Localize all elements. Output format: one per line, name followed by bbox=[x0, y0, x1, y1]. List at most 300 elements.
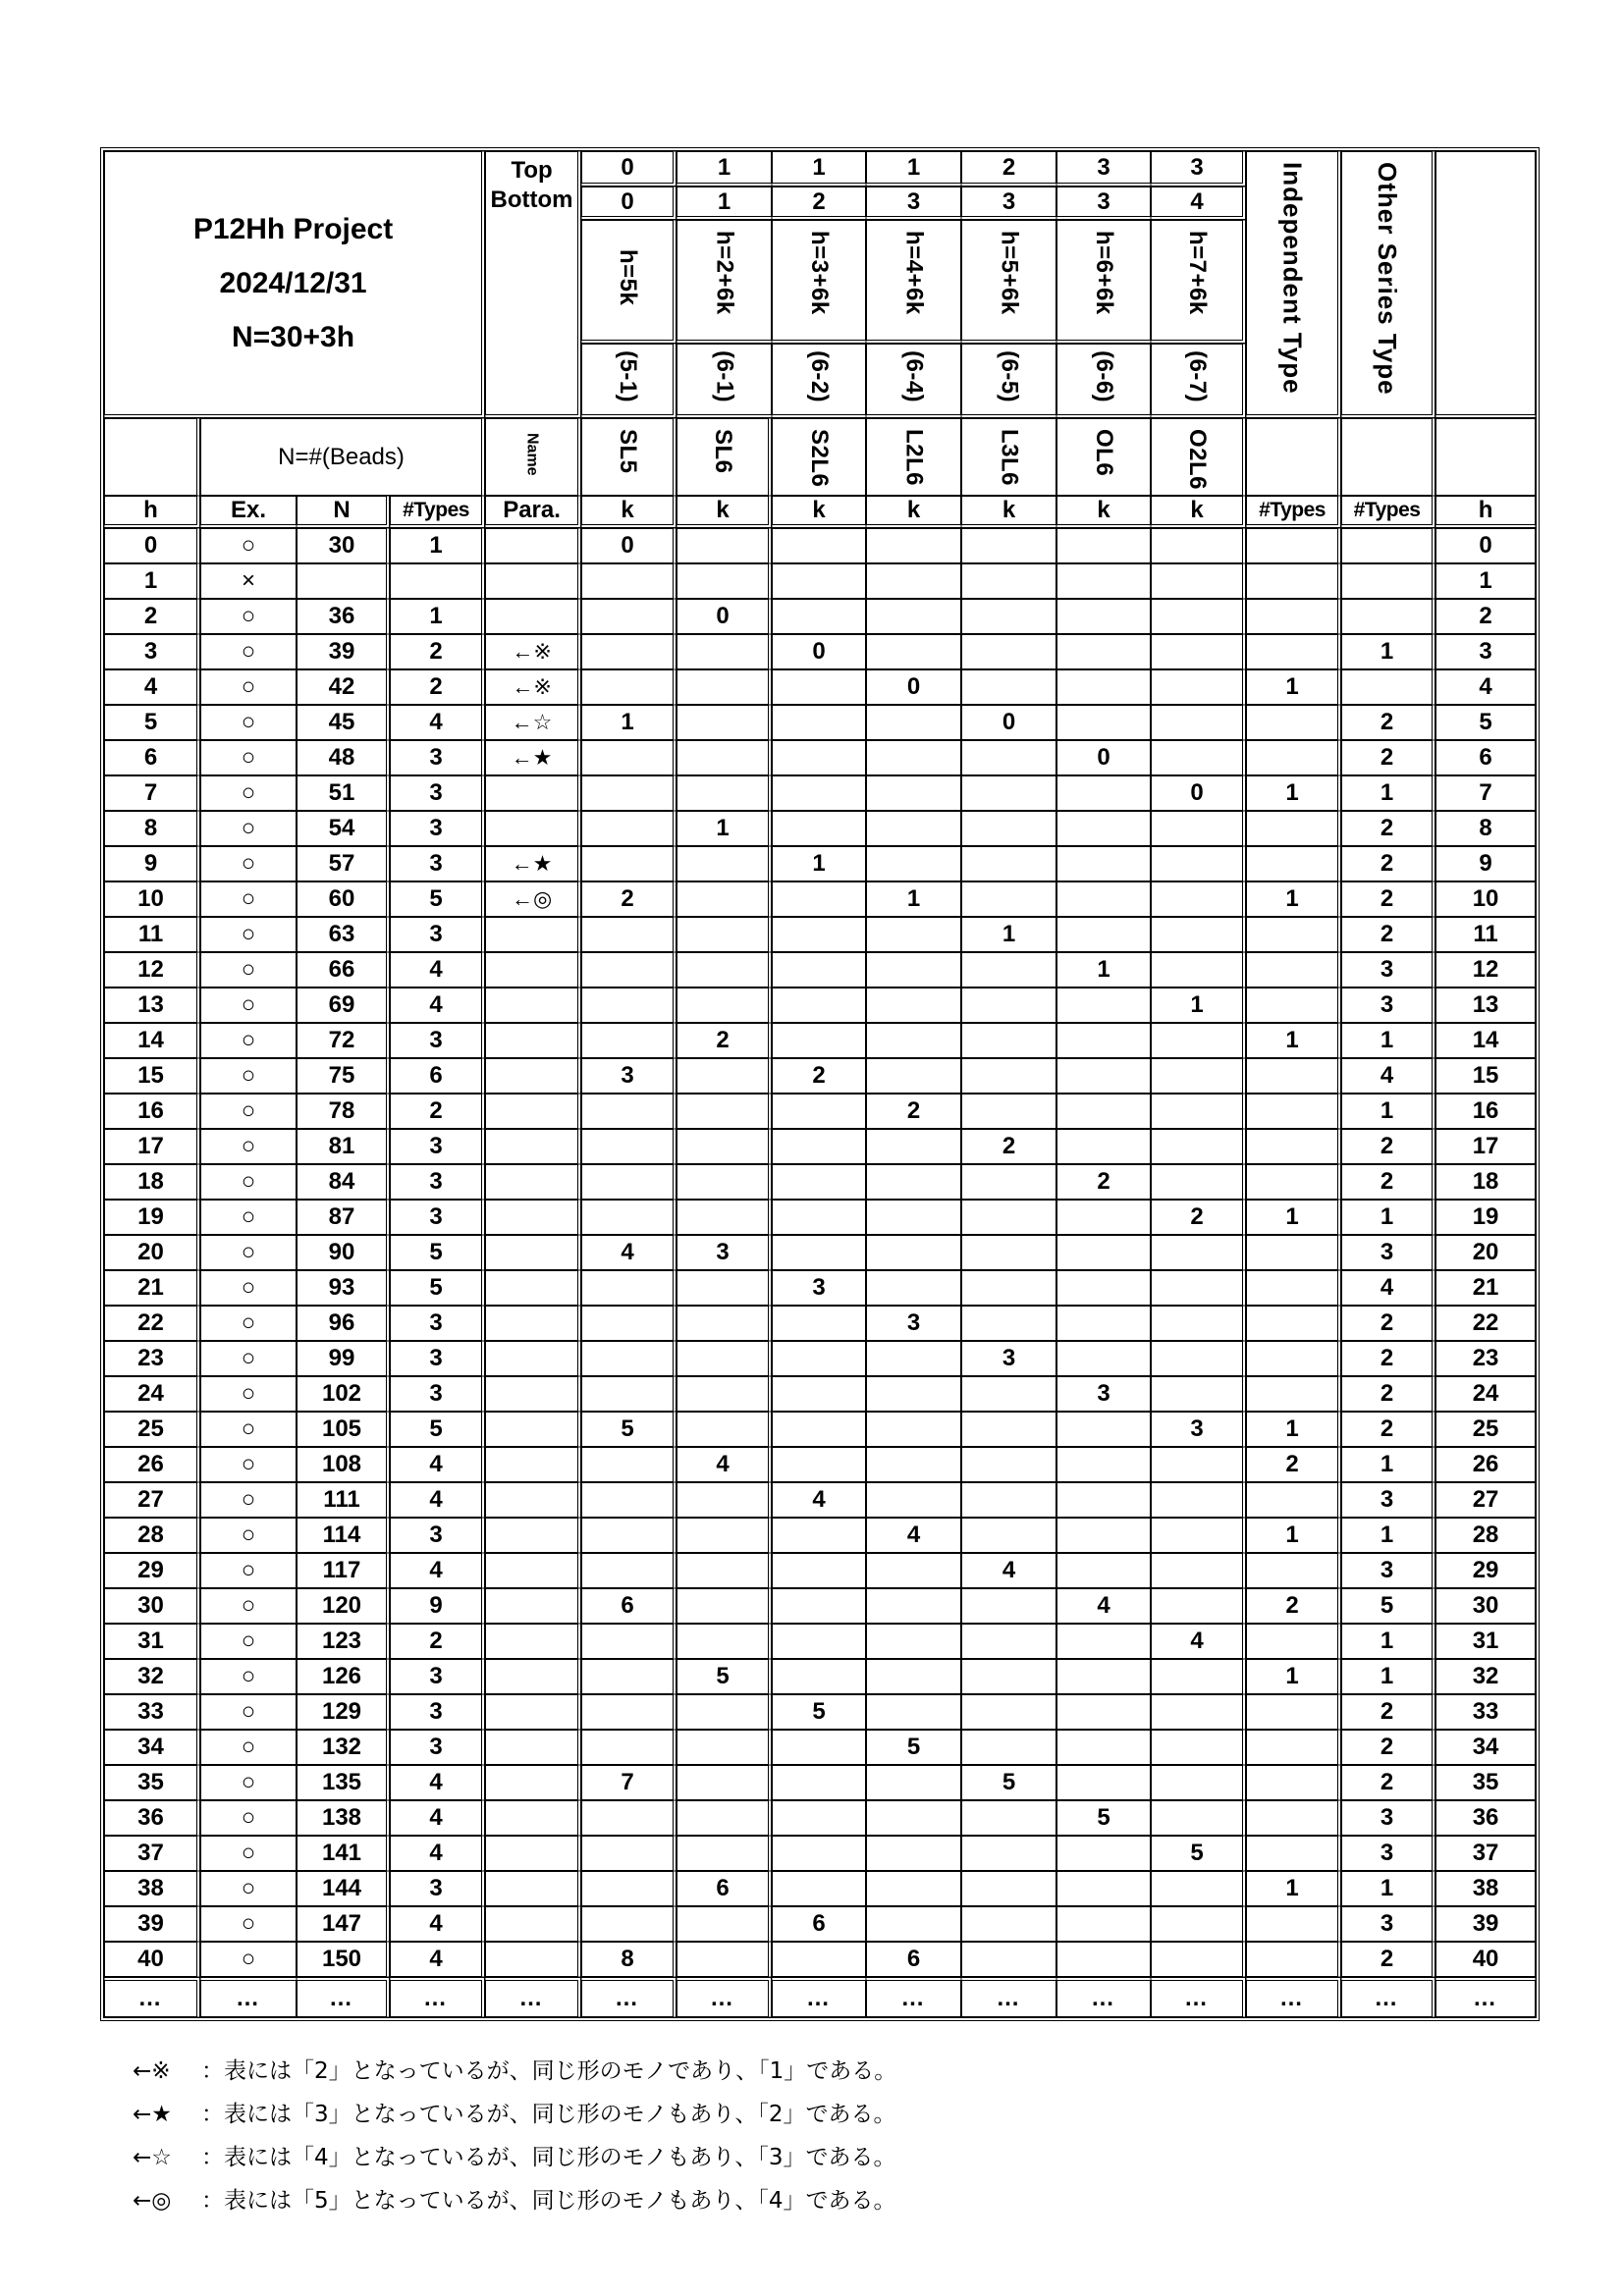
title-block bbox=[104, 151, 485, 418]
cell-k-sl6 bbox=[677, 988, 772, 1023]
cell-k-l2l6 bbox=[866, 1588, 961, 1624]
cell-k-o2l6 bbox=[1151, 1341, 1246, 1376]
cell-n: 39 bbox=[297, 634, 390, 669]
cell-k-sl5 bbox=[581, 1836, 677, 1871]
cell-k-sl6 bbox=[677, 1058, 772, 1094]
series-formula-2 bbox=[772, 220, 866, 344]
cell-para bbox=[485, 528, 581, 563]
cell-ex: ○ bbox=[200, 1588, 297, 1624]
cell-k-o2l6 bbox=[1151, 669, 1246, 705]
table-row bbox=[104, 846, 1536, 881]
cell-other-types bbox=[1341, 563, 1435, 599]
cell-h-right: 27 bbox=[1435, 1482, 1536, 1518]
cell-indep-types bbox=[1246, 1730, 1341, 1765]
ellipsis-cell: … bbox=[485, 1977, 581, 2017]
cell-indep-types bbox=[1246, 1376, 1341, 1412]
series-name-3 bbox=[866, 418, 961, 496]
cell-k-l2l6 bbox=[866, 1659, 961, 1694]
cell-h: 36 bbox=[104, 1800, 200, 1836]
cell-k-o2l6 bbox=[1151, 1164, 1246, 1200]
cell-k-sl6 bbox=[677, 1906, 772, 1942]
cell-k-ol6 bbox=[1056, 1553, 1151, 1588]
series-bottom-2: 2 bbox=[772, 187, 866, 220]
cell-k-o2l6 bbox=[1151, 1482, 1246, 1518]
cell-types: 3 bbox=[390, 1376, 485, 1412]
cell-k-sl5 bbox=[581, 1306, 677, 1341]
cell-k-ol6 bbox=[1056, 705, 1151, 740]
cell-h-right: 39 bbox=[1435, 1906, 1536, 1942]
cell-k-sl6 bbox=[677, 1624, 772, 1659]
cell-h-right: 22 bbox=[1435, 1306, 1536, 1341]
cell-h: 39 bbox=[104, 1906, 200, 1942]
project-title: P12Hh Project bbox=[192, 213, 394, 245]
table-row bbox=[104, 1624, 1536, 1659]
cell-k-s2l6 bbox=[772, 669, 866, 705]
cell-ex: ○ bbox=[200, 1341, 297, 1376]
cell-k-l3l6 bbox=[961, 634, 1056, 669]
cell-k-ol6 bbox=[1056, 1482, 1151, 1518]
table-row bbox=[104, 1200, 1536, 1235]
cell-types: 1 bbox=[390, 599, 485, 634]
cell-k-sl5 bbox=[581, 599, 677, 634]
cell-n: 42 bbox=[297, 669, 390, 705]
cell-h-right: 7 bbox=[1435, 775, 1536, 811]
cell-h-right: 11 bbox=[1435, 917, 1536, 952]
cell-k-sl6 bbox=[677, 881, 772, 917]
cell-types: 4 bbox=[390, 952, 485, 988]
cell-para bbox=[485, 1906, 581, 1942]
cell-k-o2l6 bbox=[1151, 1447, 1246, 1482]
series-code-text: (5-1) bbox=[615, 350, 642, 403]
cell-k-o2l6 bbox=[1151, 634, 1246, 669]
cell-k-l2l6 bbox=[866, 1836, 961, 1871]
cell-k-o2l6 bbox=[1151, 528, 1246, 563]
cell-ex: ○ bbox=[200, 1871, 297, 1906]
cell-para bbox=[485, 1058, 581, 1094]
cell-types: 3 bbox=[390, 1341, 485, 1376]
cell-para: ←☆ bbox=[485, 705, 581, 740]
cell-k-sl6 bbox=[677, 740, 772, 775]
table-row bbox=[104, 1730, 1536, 1765]
cell-other-types: 2 bbox=[1341, 1942, 1435, 1977]
cell-k-sl5: 5 bbox=[581, 1412, 677, 1447]
cell-h-right: 33 bbox=[1435, 1694, 1536, 1730]
footnote-text: ：表には「3」となっているが、同じ形のモノもあり、「2」である。 bbox=[201, 2102, 896, 2127]
cell-indep-types bbox=[1246, 1270, 1341, 1306]
cell-k-s2l6 bbox=[772, 881, 866, 917]
series-bottom-5: 3 bbox=[1056, 187, 1151, 220]
cell-types: 3 bbox=[390, 1694, 485, 1730]
cell-k-l3l6 bbox=[961, 1023, 1056, 1058]
cell-k-l2l6 bbox=[866, 775, 961, 811]
footnote bbox=[133, 2136, 896, 2179]
cell-k-l2l6 bbox=[866, 811, 961, 846]
cell-k-sl5 bbox=[581, 917, 677, 952]
cell-h: 32 bbox=[104, 1659, 200, 1694]
cell-k-l2l6 bbox=[866, 917, 961, 952]
cell-para: ←★ bbox=[485, 846, 581, 881]
cell-k-l3l6 bbox=[961, 1376, 1056, 1412]
cell-other-types: 3 bbox=[1341, 1800, 1435, 1836]
cell-para bbox=[485, 1164, 581, 1200]
cell-n: 141 bbox=[297, 1836, 390, 1871]
cell-k-s2l6 bbox=[772, 740, 866, 775]
table-row bbox=[104, 917, 1536, 952]
cell-k-sl5 bbox=[581, 1094, 677, 1129]
cell-h-right: 16 bbox=[1435, 1094, 1536, 1129]
ellipsis-cell: … bbox=[390, 1977, 485, 2017]
col-indep-types: #Types bbox=[1246, 496, 1341, 528]
cell-other-types: 5 bbox=[1341, 1588, 1435, 1624]
name-label-cell bbox=[485, 418, 581, 496]
cell-other-types: 2 bbox=[1341, 917, 1435, 952]
cell-k-ol6: 3 bbox=[1056, 1376, 1151, 1412]
cell-k-l2l6 bbox=[866, 599, 961, 634]
series-name-6 bbox=[1151, 418, 1246, 496]
cell-types: 5 bbox=[390, 1270, 485, 1306]
cell-types: 3 bbox=[390, 846, 485, 881]
cell-k-sl6 bbox=[677, 1306, 772, 1341]
bottom-label: Bottom bbox=[490, 187, 573, 213]
cell-other-types: 2 bbox=[1341, 1341, 1435, 1376]
cell-n: 99 bbox=[297, 1341, 390, 1376]
cell-ex: ○ bbox=[200, 1836, 297, 1871]
series-bottom-4: 3 bbox=[961, 187, 1056, 220]
cell-h: 38 bbox=[104, 1871, 200, 1906]
cell-n: 57 bbox=[297, 846, 390, 881]
cell-k-ol6 bbox=[1056, 775, 1151, 811]
cell-ex: ○ bbox=[200, 988, 297, 1023]
cell-k-sl5 bbox=[581, 988, 677, 1023]
cell-indep-types: 1 bbox=[1246, 775, 1341, 811]
cell-k-l2l6 bbox=[866, 988, 961, 1023]
cell-ex: ○ bbox=[200, 1058, 297, 1094]
cell-k-l2l6 bbox=[866, 1871, 961, 1906]
cell-k-s2l6 bbox=[772, 1023, 866, 1058]
cell-k-sl6 bbox=[677, 952, 772, 988]
cell-k-s2l6 bbox=[772, 705, 866, 740]
cell-k-ol6 bbox=[1056, 1306, 1151, 1341]
cell-types: 4 bbox=[390, 1906, 485, 1942]
cell-other-types: 2 bbox=[1341, 1164, 1435, 1200]
cell-para: ←★ bbox=[485, 740, 581, 775]
cell-types: 3 bbox=[390, 740, 485, 775]
cell-types: 3 bbox=[390, 1200, 485, 1235]
cell-k-sl5 bbox=[581, 1871, 677, 1906]
cell-indep-types bbox=[1246, 846, 1341, 881]
cell-types: 3 bbox=[390, 1023, 485, 1058]
cell-k-l2l6 bbox=[866, 1624, 961, 1659]
cell-k-sl6 bbox=[677, 634, 772, 669]
cell-types: 9 bbox=[390, 1588, 485, 1624]
table-row bbox=[104, 811, 1536, 846]
cell-para bbox=[485, 1200, 581, 1235]
cell-k-sl5: 2 bbox=[581, 881, 677, 917]
cell-other-types: 2 bbox=[1341, 881, 1435, 917]
h-right-header-blank bbox=[1435, 151, 1536, 418]
cell-h: 14 bbox=[104, 1023, 200, 1058]
table-row bbox=[104, 775, 1536, 811]
cell-indep-types bbox=[1246, 1058, 1341, 1094]
cell-ex: ○ bbox=[200, 1023, 297, 1058]
cell-ex: ○ bbox=[200, 1306, 297, 1341]
cell-h: 30 bbox=[104, 1588, 200, 1624]
cell-ex: × bbox=[200, 563, 297, 599]
cell-k-s2l6 bbox=[772, 1553, 866, 1588]
cell-k-sl6 bbox=[677, 669, 772, 705]
cell-k-l2l6 bbox=[866, 1235, 961, 1270]
cell-ex: ○ bbox=[200, 1624, 297, 1659]
cell-n: 96 bbox=[297, 1306, 390, 1341]
cell-h-right: 38 bbox=[1435, 1871, 1536, 1906]
cell-h: 11 bbox=[104, 917, 200, 952]
cell-other-types: 1 bbox=[1341, 1023, 1435, 1058]
cell-k-o2l6 bbox=[1151, 952, 1246, 988]
table-row bbox=[104, 1906, 1536, 1942]
col-k-4: k bbox=[961, 496, 1056, 528]
cell-h: 7 bbox=[104, 775, 200, 811]
cell-k-ol6 bbox=[1056, 1518, 1151, 1553]
cell-k-o2l6 bbox=[1151, 1553, 1246, 1588]
cell-k-ol6: 1 bbox=[1056, 952, 1151, 988]
cell-h: 22 bbox=[104, 1306, 200, 1341]
cell-k-o2l6 bbox=[1151, 705, 1246, 740]
series-code-5 bbox=[1056, 344, 1151, 418]
cell-h: 37 bbox=[104, 1836, 200, 1871]
cell-para bbox=[485, 1942, 581, 1977]
cell-k-sl5 bbox=[581, 1129, 677, 1164]
cell-ex: ○ bbox=[200, 1376, 297, 1412]
cell-h: 23 bbox=[104, 1341, 200, 1376]
cell-h: 19 bbox=[104, 1200, 200, 1235]
cell-h-right: 4 bbox=[1435, 669, 1536, 705]
cell-indep-types bbox=[1246, 1129, 1341, 1164]
col-h: h bbox=[104, 496, 200, 528]
cell-k-l2l6 bbox=[866, 1164, 961, 1200]
header-row-top bbox=[104, 151, 1536, 187]
cell-k-ol6 bbox=[1056, 563, 1151, 599]
cell-k-l3l6 bbox=[961, 881, 1056, 917]
cell-k-sl5 bbox=[581, 740, 677, 775]
cell-k-l3l6 bbox=[961, 846, 1056, 881]
cell-indep-types bbox=[1246, 599, 1341, 634]
cell-other-types: 1 bbox=[1341, 1094, 1435, 1129]
cell-n: 36 bbox=[297, 599, 390, 634]
cell-k-s2l6: 4 bbox=[772, 1482, 866, 1518]
cell-k-sl5 bbox=[581, 1906, 677, 1942]
cell-k-ol6 bbox=[1056, 1871, 1151, 1906]
cell-other-types bbox=[1341, 669, 1435, 705]
cell-h-right: 19 bbox=[1435, 1200, 1536, 1235]
cell-k-s2l6 bbox=[772, 811, 866, 846]
col-ex: Ex. bbox=[200, 496, 297, 528]
cell-types: 4 bbox=[390, 1800, 485, 1836]
cell-indep-types bbox=[1246, 705, 1341, 740]
footnote-text: ：表には「4」となっているが、同じ形のモノもあり、「3」である。 bbox=[201, 2145, 896, 2170]
project-date: 2024/12/31 bbox=[219, 267, 367, 299]
name-label: Name bbox=[523, 433, 541, 476]
cell-k-l2l6 bbox=[866, 1058, 961, 1094]
cell-k-sl5 bbox=[581, 1447, 677, 1482]
series-name-text: O2L6 bbox=[1184, 429, 1212, 491]
cell-h-right: 35 bbox=[1435, 1765, 1536, 1800]
cell-k-sl6 bbox=[677, 1518, 772, 1553]
cell-indep-types bbox=[1246, 1482, 1341, 1518]
cell-k-l3l6: 3 bbox=[961, 1341, 1056, 1376]
col-h-right: h bbox=[1435, 496, 1536, 528]
cell-k-s2l6 bbox=[772, 1765, 866, 1800]
cell-k-l3l6 bbox=[961, 1906, 1056, 1942]
cell-para bbox=[485, 1447, 581, 1482]
cell-n: 48 bbox=[297, 740, 390, 775]
cell-k-l3l6 bbox=[961, 1659, 1056, 1694]
cell-other-types: 1 bbox=[1341, 775, 1435, 811]
cell-k-s2l6 bbox=[772, 1200, 866, 1235]
cell-k-sl5 bbox=[581, 1482, 677, 1518]
cell-k-l3l6 bbox=[961, 1412, 1056, 1447]
cell-para bbox=[485, 1306, 581, 1341]
cell-n: 84 bbox=[297, 1164, 390, 1200]
footnote-text: ：表には「2」となっているが、同じ形のモノであり、「1」である。 bbox=[201, 2058, 897, 2084]
cell-h-right: 32 bbox=[1435, 1659, 1536, 1694]
cell-k-sl6 bbox=[677, 705, 772, 740]
cell-k-sl6 bbox=[677, 1200, 772, 1235]
series-code-2 bbox=[772, 344, 866, 418]
footnote bbox=[133, 2050, 896, 2093]
cell-k-ol6 bbox=[1056, 1942, 1151, 1977]
cell-k-sl5 bbox=[581, 1341, 677, 1376]
cell-para bbox=[485, 952, 581, 988]
cell-indep-types bbox=[1246, 1164, 1341, 1200]
series-formula-0 bbox=[581, 220, 677, 344]
cell-other-types: 2 bbox=[1341, 1412, 1435, 1447]
series-name-text: OL6 bbox=[1091, 429, 1118, 477]
cell-k-l3l6 bbox=[961, 1871, 1056, 1906]
cell-k-s2l6 bbox=[772, 1518, 866, 1553]
cell-types: 4 bbox=[390, 1765, 485, 1800]
series-top-6: 3 bbox=[1151, 151, 1246, 187]
cell-k-o2l6 bbox=[1151, 1800, 1246, 1836]
cell-other-types: 2 bbox=[1341, 740, 1435, 775]
ellipsis-cell: … bbox=[866, 1977, 961, 2017]
cell-other-types: 1 bbox=[1341, 634, 1435, 669]
cell-ex: ○ bbox=[200, 1730, 297, 1765]
cell-ex: ○ bbox=[200, 1412, 297, 1447]
cell-other-types: 4 bbox=[1341, 1058, 1435, 1094]
cell-n: 93 bbox=[297, 1270, 390, 1306]
cell-indep-types: 1 bbox=[1246, 1871, 1341, 1906]
cell-h: 10 bbox=[104, 881, 200, 917]
cell-k-o2l6 bbox=[1151, 563, 1246, 599]
cell-indep-types bbox=[1246, 1942, 1341, 1977]
series-bottom-1: 1 bbox=[677, 187, 772, 220]
cell-k-l3l6 bbox=[961, 1800, 1056, 1836]
series-code-0 bbox=[581, 344, 677, 418]
cell-types: 5 bbox=[390, 1412, 485, 1447]
cell-h: 0 bbox=[104, 528, 200, 563]
cell-k-s2l6 bbox=[772, 563, 866, 599]
cell-k-o2l6 bbox=[1151, 1906, 1246, 1942]
series-name-2 bbox=[772, 418, 866, 496]
cell-ex: ○ bbox=[200, 528, 297, 563]
cell-ex: ○ bbox=[200, 1129, 297, 1164]
cell-k-ol6 bbox=[1056, 669, 1151, 705]
cell-k-l3l6 bbox=[961, 1447, 1056, 1482]
table-row bbox=[104, 528, 1536, 563]
table-row bbox=[104, 705, 1536, 740]
cell-indep-types bbox=[1246, 528, 1341, 563]
table-row bbox=[104, 988, 1536, 1023]
cell-k-o2l6: 3 bbox=[1151, 1412, 1246, 1447]
cell-ex: ○ bbox=[200, 1800, 297, 1836]
cell-k-l2l6 bbox=[866, 1694, 961, 1730]
cell-k-o2l6 bbox=[1151, 1023, 1246, 1058]
cell-k-l3l6 bbox=[961, 1306, 1056, 1341]
series-bottom-0: 0 bbox=[581, 187, 677, 220]
cell-k-sl5: 0 bbox=[581, 528, 677, 563]
cell-k-sl6 bbox=[677, 917, 772, 952]
cell-k-l3l6 bbox=[961, 811, 1056, 846]
cell-n: 102 bbox=[297, 1376, 390, 1412]
table-row bbox=[104, 599, 1536, 634]
cell-k-sl5 bbox=[581, 1200, 677, 1235]
cell-types: 4 bbox=[390, 1447, 485, 1482]
cell-ex: ○ bbox=[200, 917, 297, 952]
cell-other-types: 2 bbox=[1341, 1306, 1435, 1341]
col-k-0: k bbox=[581, 496, 677, 528]
cell-k-s2l6 bbox=[772, 1412, 866, 1447]
cell-k-sl6 bbox=[677, 846, 772, 881]
cell-indep-types bbox=[1246, 811, 1341, 846]
cell-k-sl6: 6 bbox=[677, 1871, 772, 1906]
cell-k-l3l6 bbox=[961, 1588, 1056, 1624]
cell-k-sl6 bbox=[677, 1412, 772, 1447]
ellipsis-cell: … bbox=[1341, 1977, 1435, 2017]
cell-n: 132 bbox=[297, 1730, 390, 1765]
cell-other-types: 2 bbox=[1341, 1129, 1435, 1164]
cell-ex: ○ bbox=[200, 1164, 297, 1200]
cell-h-right: 30 bbox=[1435, 1588, 1536, 1624]
series-formula-text: h=5+6k bbox=[996, 231, 1023, 315]
cell-ex: ○ bbox=[200, 1270, 297, 1306]
cell-indep-types bbox=[1246, 1765, 1341, 1800]
table-row bbox=[104, 1270, 1536, 1306]
cell-k-ol6 bbox=[1056, 1200, 1151, 1235]
cell-indep-types bbox=[1246, 1800, 1341, 1836]
cell-n: 51 bbox=[297, 775, 390, 811]
cell-ex: ○ bbox=[200, 1694, 297, 1730]
cell-k-sl5: 8 bbox=[581, 1942, 677, 1977]
cell-para bbox=[485, 1730, 581, 1765]
cell-k-l3l6 bbox=[961, 1518, 1056, 1553]
cell-indep-types bbox=[1246, 1906, 1341, 1942]
cell-k-o2l6 bbox=[1151, 846, 1246, 881]
series-top-4: 2 bbox=[961, 151, 1056, 187]
cell-n: 144 bbox=[297, 1871, 390, 1906]
cell-n: 135 bbox=[297, 1765, 390, 1800]
cell-k-ol6 bbox=[1056, 1836, 1151, 1871]
cell-k-s2l6 bbox=[772, 1624, 866, 1659]
cell-k-l3l6 bbox=[961, 1624, 1056, 1659]
cell-types: 2 bbox=[390, 1094, 485, 1129]
cell-ex: ○ bbox=[200, 846, 297, 881]
cell-k-l3l6 bbox=[961, 775, 1056, 811]
series-code-text: (6-4) bbox=[900, 350, 928, 403]
cell-k-ol6 bbox=[1056, 1235, 1151, 1270]
cell-k-l2l6 bbox=[866, 528, 961, 563]
series-name-text: L2L6 bbox=[900, 429, 928, 487]
cell-n: 120 bbox=[297, 1588, 390, 1624]
